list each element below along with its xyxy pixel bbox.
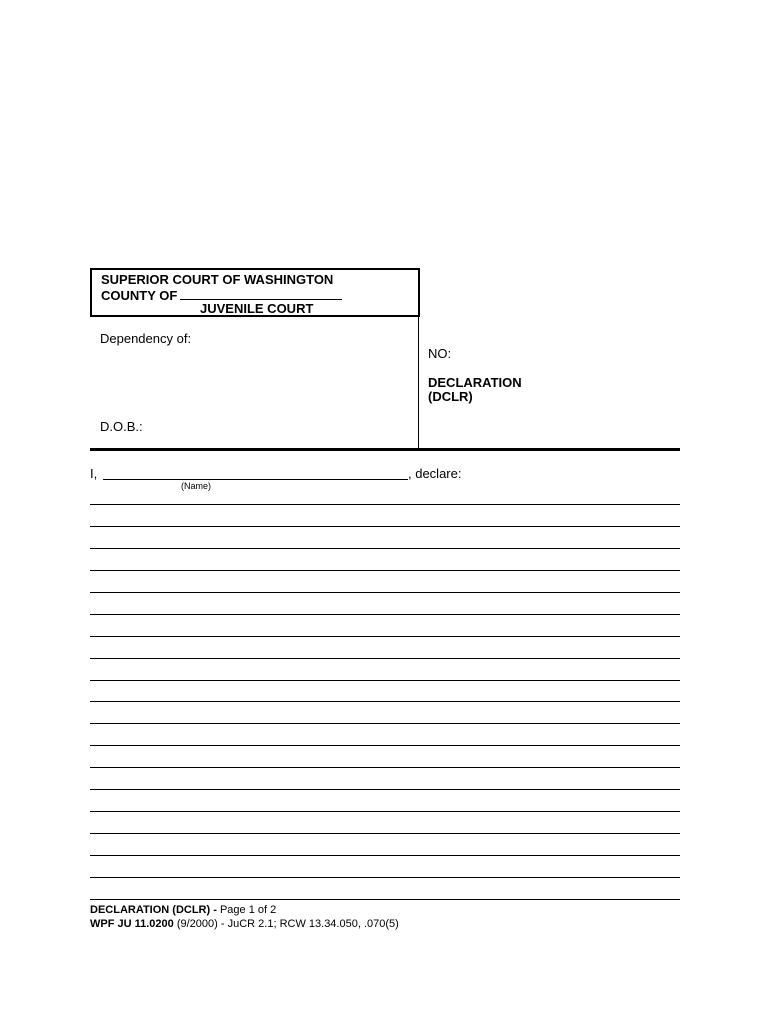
- declaration-line[interactable]: [90, 548, 680, 549]
- caption-bottom-rule: [90, 448, 680, 451]
- declaration-line[interactable]: [90, 767, 680, 768]
- declaration-line[interactable]: [90, 636, 680, 637]
- declaration-line[interactable]: [90, 570, 680, 571]
- declaration-line[interactable]: [90, 899, 680, 900]
- declaration-line[interactable]: [90, 789, 680, 790]
- dob-label: D.O.B.:: [100, 419, 143, 434]
- footer-page: Page 1 of 2: [219, 904, 277, 916]
- declaration-line[interactable]: [90, 592, 680, 593]
- footer-form-id: WPF JU 11.0200: [90, 918, 174, 930]
- declarant-prefix: I,: [90, 466, 98, 481]
- declaration-line[interactable]: [90, 833, 680, 834]
- declaration-line[interactable]: [90, 811, 680, 812]
- document-title-line2: (DCLR): [428, 389, 473, 404]
- name-hint: (Name): [181, 481, 212, 491]
- document-title-line1: DECLARATION: [428, 375, 522, 390]
- declaration-line[interactable]: [90, 526, 680, 527]
- footer-form-line: [90, 918, 399, 930]
- declaration-line[interactable]: [90, 745, 680, 746]
- court-division: JUVENILE COURT: [200, 301, 314, 316]
- footer-title: DECLARATION (DCLR) -: [90, 904, 217, 916]
- footer-form-date: (9/2000): [176, 918, 218, 930]
- court-caption-box: [90, 268, 420, 317]
- court-name: SUPERIOR COURT OF WASHINGTON: [101, 272, 334, 287]
- footer-title-line: [90, 904, 276, 916]
- county-blank[interactable]: [180, 287, 342, 300]
- footer-citation: - JuCR 2.1; RCW 13.34.050, .070(5): [220, 918, 399, 930]
- declaration-line[interactable]: [90, 680, 680, 681]
- dependency-label: Dependency of:: [100, 331, 192, 346]
- case-number-label: NO:: [428, 346, 452, 361]
- declaration-line[interactable]: [90, 701, 680, 702]
- declarant-suffix: , declare:: [408, 466, 462, 481]
- declaration-line[interactable]: [90, 723, 680, 724]
- county-label: COUNTY OF: [101, 288, 178, 303]
- declaration-line[interactable]: [90, 855, 680, 856]
- declaration-line[interactable]: [90, 877, 680, 878]
- declarant-name-field[interactable]: [103, 479, 408, 480]
- declaration-line[interactable]: [90, 614, 680, 615]
- caption-divider: [418, 314, 419, 448]
- declaration-line[interactable]: [90, 658, 680, 659]
- declaration-line[interactable]: [90, 504, 680, 505]
